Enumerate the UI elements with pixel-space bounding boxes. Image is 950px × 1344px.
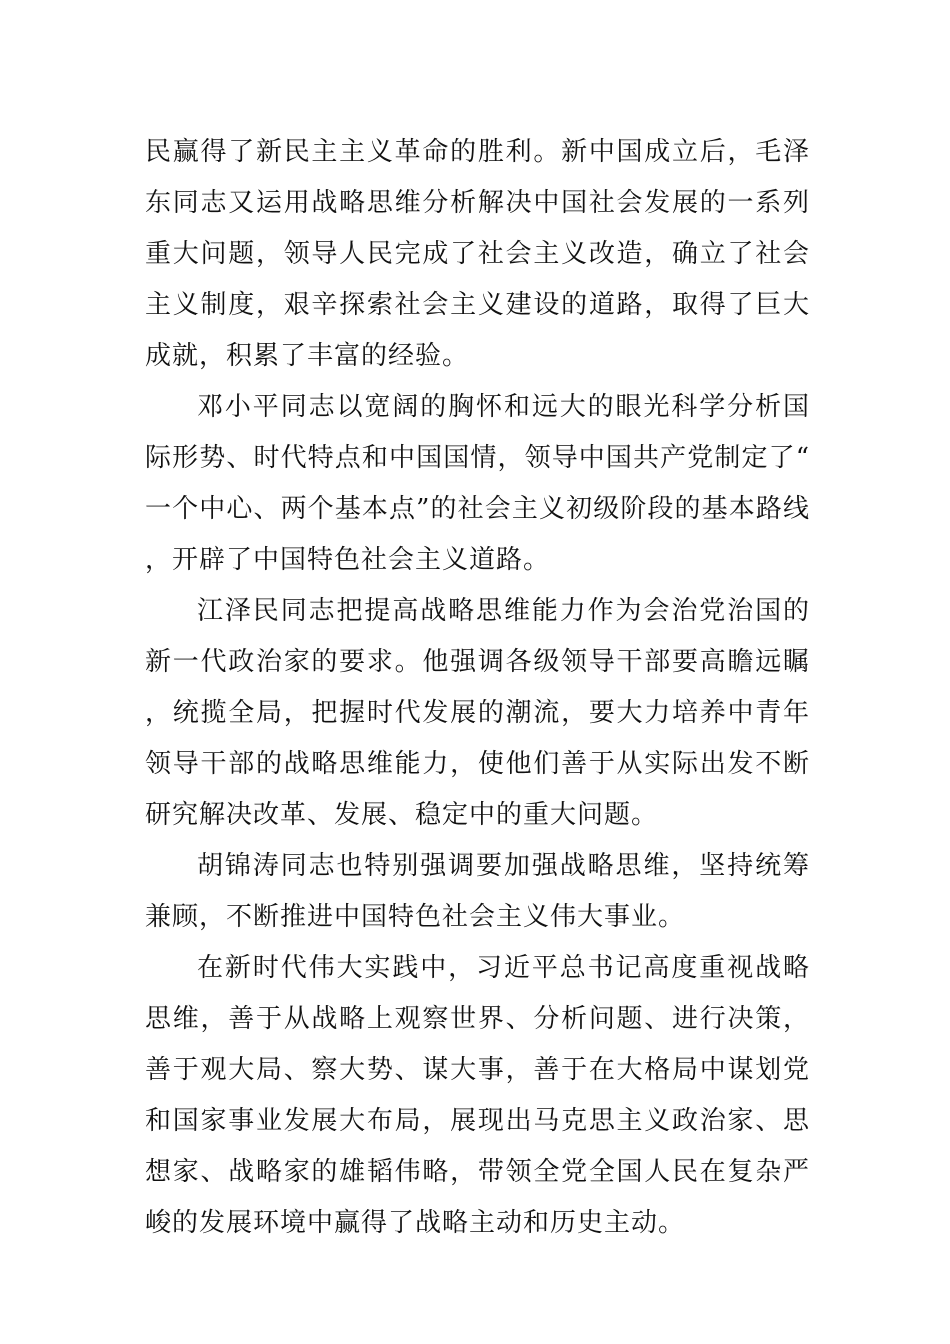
paragraph-5: 在新时代伟大实践中，习近平总书记高度重视战略思维，善于从战略上观察世界、分析问题、进行决策，善于观大局、察大势、谋大事，善于在大格局中谋划党和国家事业发展大布局，展现出马克思主义政治家、思想家、战略家的雄韬伟略，带领全党全国人民在复杂严峻的发展环境中赢得了战略主动和历史主动。 — [145, 953, 810, 1238]
paragraph-2: 邓小平同志以宽阔的胸怀和远大的眼光科学分析国际形势、时代特点和中国国情，领导中国共产党制定了“一个中心、两个基本点”的社会主义初级阶段的基本路线，开辟了中国特色社会主义道路。 — [145, 392, 810, 575]
paragraph-3: 江泽民同志把提高战略思维能力作为会治党治国的新一代政治家的要求。他强调各级领导干部要高瞻远瞩，统揽全局，把握时代发展的潮流，要大力培养中青年领导干部的战略思维能力，使他们善于从实际出发不断研究解决改革、发展、稳定中的重大问题。 — [145, 596, 810, 830]
document-body — [145, 127, 810, 1249]
paragraph-4: 胡锦涛同志也特别强调要加强战略思维，坚持统筹兼顾，不断推进中国特色社会主义伟大事业。 — [145, 851, 810, 932]
paragraph-1: 民赢得了新民主主义革命的胜利。新中国成立后，毛泽东同志又运用战略思维分析解决中国社会发展的一系列重大问题，领导人民完成了社会主义改造，确立了社会主义制度，艰辛探索社会主义建设的道路，取得了巨大成就，积累了丰富的经验。 — [145, 137, 810, 371]
